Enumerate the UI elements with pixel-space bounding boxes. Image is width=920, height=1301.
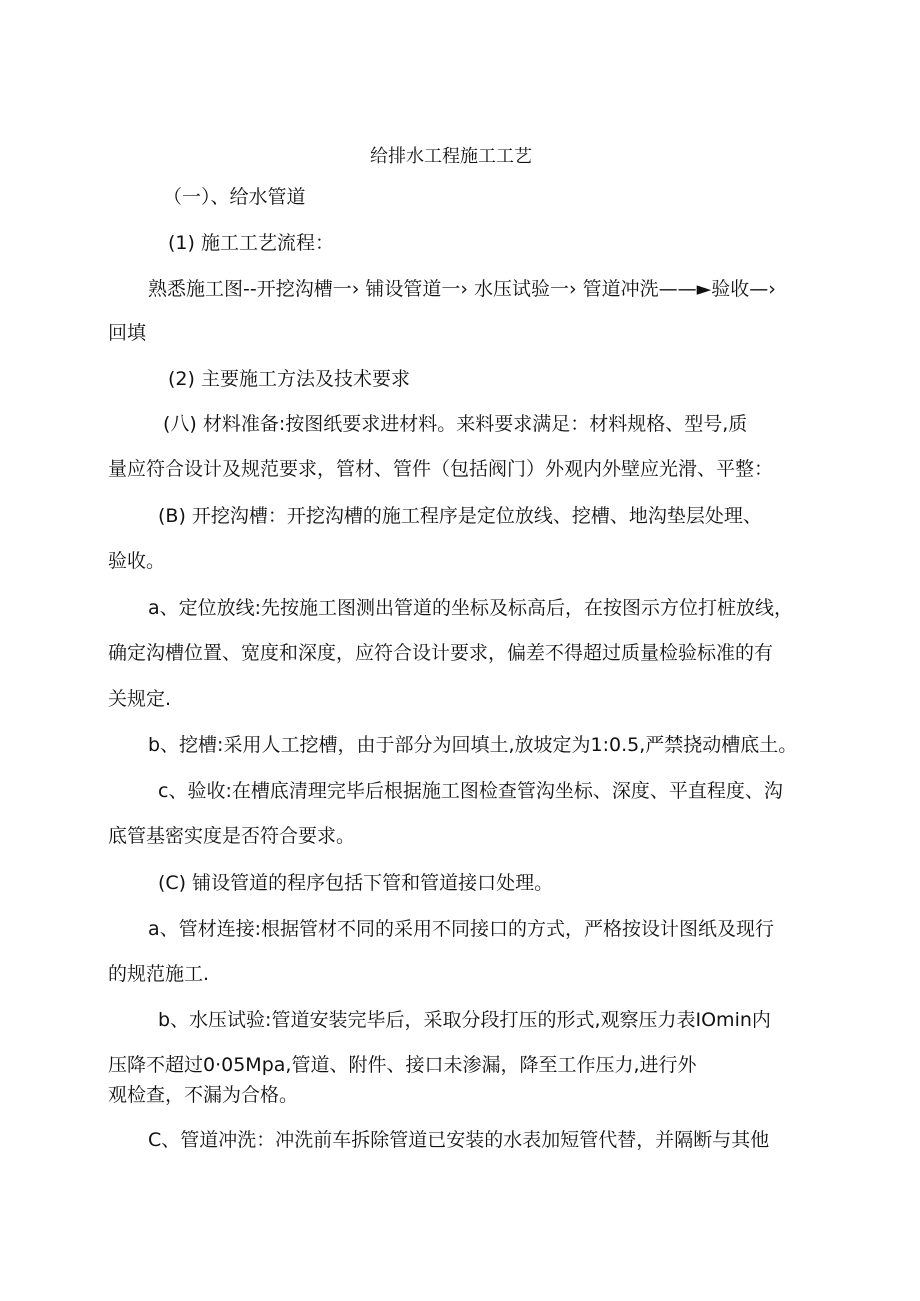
paragraph-line: 熟悉施工图--开挖沟槽一› 铺设管道一› 水压试验一› 管道冲洗——►验收—› [148, 278, 776, 300]
paragraph-line: 确定沟槽位置、宽度和深度，应符合设计要求，偏差不得超过质量检验标准的有 [108, 642, 774, 664]
paragraph-line: 回填 [108, 322, 147, 344]
paragraph-line: C、管道冲洗：冲洗前车拆除管道已安装的水表加短管代替，并隔断与其他 [148, 1129, 770, 1151]
subsection-heading: (2) 主要施工方法及技术要求 [168, 368, 410, 390]
paragraph-line: 量应符合设计及规范要求，管材、管件（包括阀门）外观内外壁应光滑、平整： [108, 458, 774, 480]
document-title: 给排水工程施工工艺 [370, 146, 532, 167]
paragraph-line: c、验收:在槽底清理完毕后根据施工图检查管沟坐标、深度、平直程度、沟 [158, 780, 783, 802]
subsection-heading: (1) 施工工艺流程： [168, 232, 334, 254]
paragraph-line: b、挖槽:采用人工挖槽，由于部分为回填土,放坡定为1:0.5,严禁挠动槽底土。 [148, 734, 798, 756]
paragraph-line: 的规范施工. [108, 963, 210, 985]
paragraph-line: a、管材连接:根据管材不同的采用不同接口的方式，严格按设计图纸及现行 [148, 918, 775, 940]
paragraph-line: (C) 铺设管道的程序包括下管和管道接口处理。 [158, 872, 554, 894]
paragraph-line: 底管基密实度是否符合要求。 [108, 825, 356, 847]
paragraph-line: a、定位放线:先按施工图测出管道的坐标及标高后，在按图示方位打桩放线， [148, 597, 794, 619]
paragraph-line: 观检查，不漏为合格。 [108, 1084, 299, 1106]
paragraph-line: 压降不超过0·05Mpa,管道、附件、接口未渗漏，降至工作压力,进行外 [108, 1054, 697, 1076]
paragraph-line: (八) 材料准备:按图纸要求进材料。来料要求满足：材料规格、型号,质 [163, 413, 748, 435]
paragraph-line: 关规定. [108, 688, 172, 710]
paragraph-line: (B) 开挖沟槽：开挖沟槽的施工程序是定位放线、挖槽、地沟垫层处理、 [158, 505, 762, 527]
section-heading: （一）、给水管道 [163, 186, 306, 208]
paragraph-line: b、水压试验:管道安装完毕后，采取分段打压的形式,观察压力表IOmin内 [158, 1009, 771, 1031]
paragraph-line: 验收。 [108, 550, 166, 572]
